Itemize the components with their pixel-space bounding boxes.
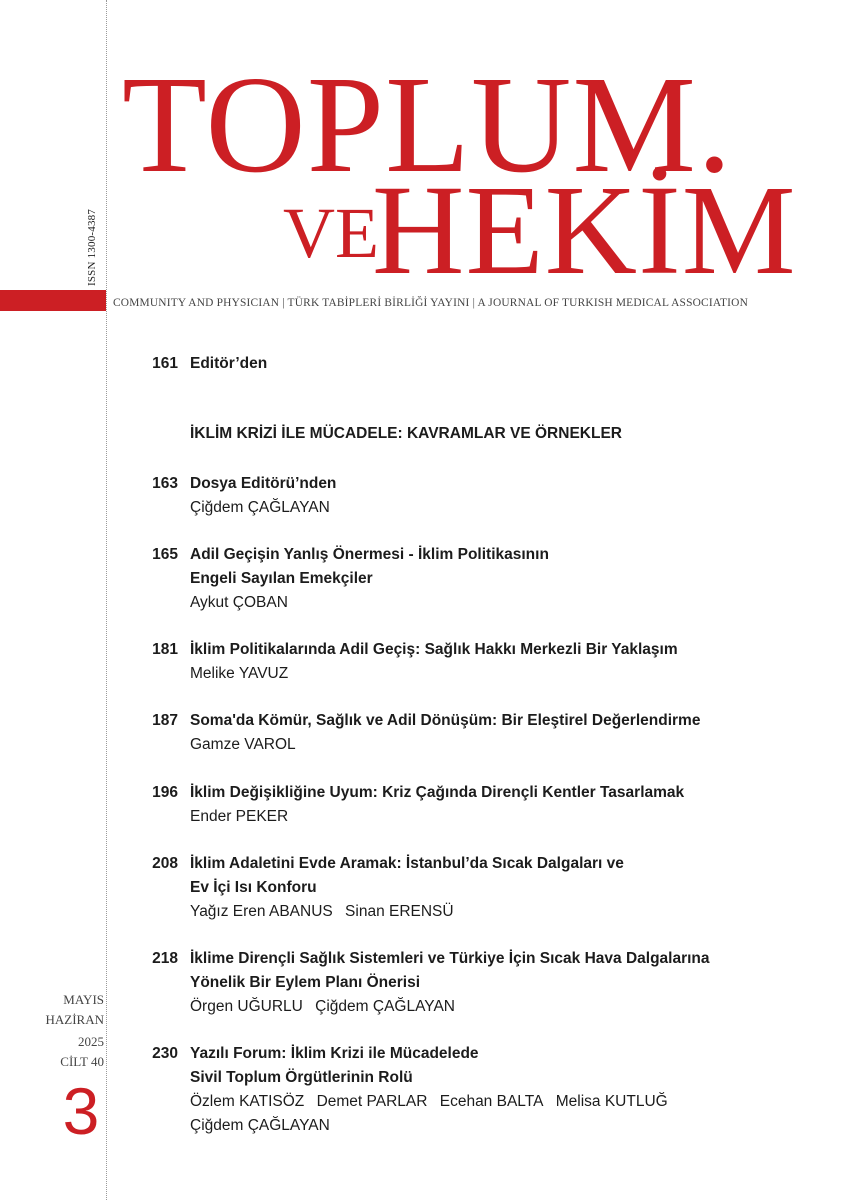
toc-entry-title: Yazılı Forum: İklim Krizi ile Mücadelede [190, 1045, 479, 1062]
section-heading: İKLİM KRİZİ İLE MÜCADELE: KAVRAMLAR VE ÖRNEKLER [190, 425, 622, 442]
toc-page-number: 165 [152, 546, 178, 563]
issue-month-2: HAZİRAN [45, 1012, 104, 1027]
toc-entry-title-line2: Sivil Toplum Örgütlerinin Rolü [190, 1069, 413, 1086]
author-name: Demet PARLAR [316, 1093, 428, 1110]
author-name: Ecehan BALTA [439, 1093, 544, 1110]
author-name: Ender PEKER [190, 808, 289, 825]
author-name: Aykut ÇOBAN [190, 594, 288, 611]
toc-entry-title: Adil Geçişin Yanlış Önermesi - İklim Politikasının [190, 546, 549, 563]
red-accent-bar [0, 290, 106, 311]
issue-volume: CİLT 40 [60, 1054, 104, 1069]
issue-year: 2025 [78, 1034, 104, 1049]
author-name: Melike YAVUZ [190, 665, 289, 682]
author-name: Çiğdem ÇAĞLAYAN [315, 998, 455, 1015]
toc-entry-title: İklim Politikalarında Adil Geçiş: Sağlık Hakkı Merkezli Bir Yaklaşım [190, 641, 678, 658]
issue-month-1: MAYIS [63, 992, 104, 1007]
toc-entry-title: Dosya Editörü’nden [190, 475, 337, 492]
issue-number: 3 [62, 1074, 100, 1148]
masthead-title-toplum: TOPLUM. [122, 48, 733, 202]
toc-entry-authors [190, 733, 830, 757]
toc-entry-authors [190, 662, 830, 686]
toc-entry-authors [190, 805, 830, 829]
toc-entry-authors [190, 496, 830, 520]
toc-entry-title-line2: Ev İçi Isı Konforu [190, 879, 317, 896]
author-name: Sinan ERENSÜ [345, 903, 454, 920]
author-name: Örgen UĞURLU [190, 998, 303, 1015]
toc-page-number: 218 [152, 950, 178, 967]
author-name: Çiğdem ÇAĞLAYAN [190, 499, 330, 516]
author-name: Melisa KUTLUĞ [555, 1093, 668, 1110]
toc-entry-authors-line2 [190, 1114, 830, 1138]
toc-entry-title-line2: Yönelik Bir Eylem Planı Önerisi [190, 974, 421, 991]
toc-entry-title: Editör’den [190, 355, 268, 372]
author-name: Çiğdem ÇAĞLAYAN [190, 1117, 330, 1134]
toc-entry-authors [190, 1090, 830, 1114]
toc-entry-title: İklim Değişikliğine Uyum: Kriz Çağında Dirençli Kentler Tasarlamak [190, 784, 685, 801]
masthead-title-ve: VE [283, 193, 379, 273]
author-name: Gamze VAROL [190, 736, 296, 753]
toc-entry-authors [190, 995, 830, 1019]
masthead-tagline: COMMUNITY AND PHYSICIAN | TÜRK TABİPLERİ BİRLİĞİ YAYINI | A JOURNAL OF TURKISH MEDICAL ASSOCIATION [113, 297, 748, 309]
toc-entry-title: İklim Adaletini Evde Aramak: İstanbul’da Sıcak Dalgaları ve [190, 855, 624, 872]
toc-page-number: 208 [152, 855, 178, 872]
masthead-title-hekim: HEKİM [372, 159, 797, 301]
author-name: Yağız Eren ABANUS [190, 903, 333, 920]
toc-page-number: 163 [152, 475, 178, 492]
issn-label: ISSN 1300-4387 [86, 208, 98, 286]
toc-page-number: 196 [152, 784, 178, 801]
dotted-divider-line [106, 0, 107, 1200]
toc-page-number: 230 [152, 1045, 178, 1062]
toc-page-number: 161 [152, 355, 178, 372]
author-name: Özlem KATISÖZ [190, 1093, 305, 1110]
toc-entry-title-line2: Engeli Sayılan Emekçiler [190, 570, 373, 587]
toc-entry-title: İklime Dirençli Sağlık Sistemleri ve Türkiye İçin Sıcak Hava Dalgalarına [190, 950, 710, 967]
toc-entry-authors [190, 591, 830, 615]
toc-entry-title: Soma'da Kömür, Sağlık ve Adil Dönüşüm: Bir Eleştirel Değerlendirme [190, 712, 701, 729]
toc-page-number: 181 [152, 641, 178, 658]
toc-page-number: 187 [152, 712, 178, 729]
toc-entry-authors [190, 900, 830, 924]
